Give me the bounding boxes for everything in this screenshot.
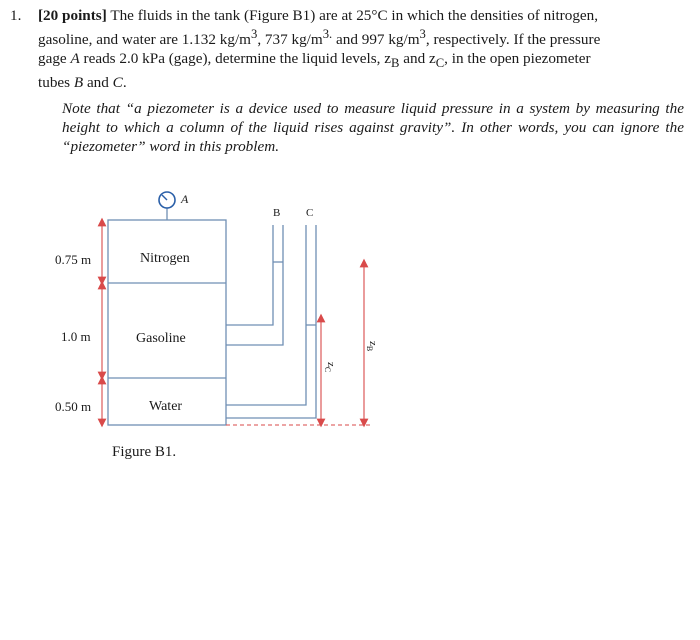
layer-water: Water xyxy=(149,399,183,414)
layer-gasoline: Gasoline xyxy=(136,331,186,346)
problem-line-3: gage A reads 2.0 kPa (gage), determine the liquid levels, $z_B$ and $z_C$, in the open piezometer xyxy=(38,50,591,71)
piezometer-tube-b xyxy=(226,225,283,345)
height-label-gasoline: 1.0 m xyxy=(61,329,91,344)
tube-c-label: C xyxy=(306,207,314,219)
layer-nitrogen: Nitrogen xyxy=(140,251,190,266)
figure-caption: Figure B1. xyxy=(112,444,177,460)
zb-label: $z_B$ xyxy=(365,341,379,352)
problem-line-4: tubes B and C. xyxy=(38,74,127,92)
pressure-gauge-a xyxy=(159,192,175,220)
height-label-water: 0.50 m xyxy=(55,399,92,414)
problem-line-1: [20 points] The fluids in the tank (Figure B1) are at 25°C in which the densities of nitrogen, xyxy=(38,7,599,24)
problem-number: 1. xyxy=(10,7,22,24)
tube-b-label: B xyxy=(273,207,281,219)
height-label-nitrogen: 0.75 m xyxy=(55,252,92,267)
piezometer-tube-c xyxy=(226,225,316,418)
zc-label: $z_C$ xyxy=(323,362,337,373)
problem-line-2: gasoline, and water are 1.132 $kg/m^3$, 737 $kg/m^{3.}$ and 997 $kg/m^3$, respectively. If the pressure xyxy=(38,27,601,49)
gauge-label: A xyxy=(181,192,189,206)
points-label: [20 points] xyxy=(38,7,107,24)
note-paragraph: Note that “a piezometer is a device used to measure liquid pressure in a system by measuring the height to which a column of the liquid rises against gravity”. In other words, you can ignore the “piezometer” word in this problem. xyxy=(62,100,684,155)
